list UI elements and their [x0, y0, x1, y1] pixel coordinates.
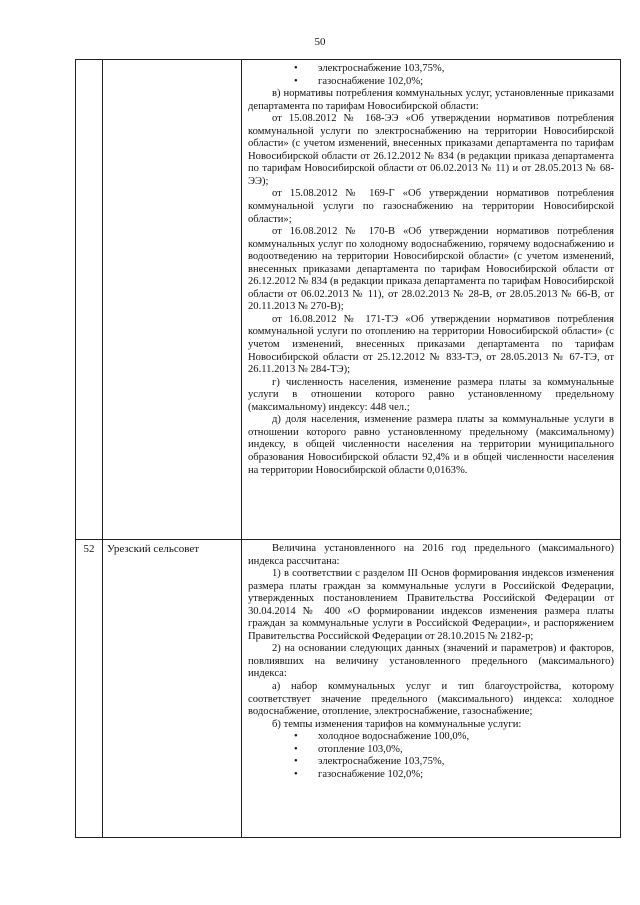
description-text	[242, 540, 620, 837]
description-text	[242, 60, 620, 539]
bullet-icon: •	[294, 743, 298, 755]
paragraph: от 16.08.2012 № 171-ТЭ «Об утверждении нормативов потребления коммунальной услуги по отоплению на территории Новосибирской области» (с учетом изменений, внесенных приказами департамента по тарифам Новосибирской области от 25.12.2012 № 833-ТЭ, от 28.05.2013 № 67-ТЭ, от 26.11.2013 № 284-ТЭ);	[248, 313, 614, 376]
list-item-text: газоснабжение 102,0%;	[318, 768, 424, 780]
bullet-icon: •	[294, 768, 298, 780]
list-item-text: электроснабжение 103,75%,	[318, 63, 445, 74]
description-cell	[242, 60, 621, 540]
paragraph: в) нормативы потребления коммунальных услуг, установленные приказами департамента по тарифам Новосибирской области:	[248, 88, 614, 112]
list-item	[248, 769, 614, 782]
paragraph: б) темпы изменения тарифов на коммунальные услуги:	[272, 718, 522, 730]
table-body	[76, 60, 621, 838]
bullet-icon: •	[294, 731, 298, 743]
paragraph: от 15.08.2012 № 168-ЭЭ «Об утверждении нормативов потребления коммунальной услуги по электроснабжению на территории Новосибирской области» (с учетом изменений, внесенных приказами департамента по тарифам Новосибирской области от 26.12.2012 № 834 (в редакции приказа департамента по тарифам Новосибирской области от 06.02.2013 № 11) и от 28.05.2013 № 68-ЭЭ);	[248, 113, 614, 187]
list-item-text: электроснабжение 103,75%,	[318, 756, 445, 768]
row-number: 52	[83, 543, 95, 555]
paragraph: г) численность населения, изменение размера платы за коммунальные услуги в отношении которого равно установленному предельному (максимальному) индексу: 448 чел.;	[248, 376, 614, 413]
paragraph: Величина установленного на 2016 год предельного (максимального) индекса рассчитана:	[248, 543, 614, 567]
row-number	[76, 60, 102, 63]
table-row	[76, 540, 621, 838]
row-number-cell	[76, 60, 103, 540]
list-item-text: отопление 103,0%,	[318, 743, 403, 755]
municipality-name-cell	[103, 540, 242, 838]
list-item	[248, 63, 614, 76]
table-row	[76, 60, 621, 540]
list-item-text: газоснабжение 102,0%;	[318, 75, 424, 87]
bullet-icon: •	[294, 75, 298, 87]
row-number-cell	[76, 540, 103, 838]
list-item-text: холодное водоснабжение 100,0%,	[318, 731, 470, 743]
paragraph: 2) на основании следующих данных (значений и параметров) и факторов, повлиявших на величину установленного предельного (максимального) индекса:	[248, 643, 614, 680]
description-cell	[242, 540, 621, 838]
paragraph: от 15.08.2012 № 169-Г «Об утверждении нормативов потребления коммунальной услуги по газоснабжению на территории Новосибирской области»;	[248, 188, 614, 225]
bullet-list	[248, 63, 614, 88]
paragraph: 1) в соответствии с разделом III Основ формирования индексов изменения размера платы граждан за коммунальные услуги в Российской Федерации, утвержденных постановлением Правительства Российской Федерации от 30.04.2014 № 400 «О формировании индексов изменения размера платы граждан за коммунальные услуги в Российской Федерации», и распоряжением Правительства Российской Федерации от 28.10.2015 № 2182-р;	[248, 568, 614, 642]
document-table	[75, 59, 621, 838]
paragraph: а) набор коммунальных услуг и тип благоустройства, которому соответствует значение предельного (максимального) индекса: холодное водоснабжение, отопление, электроснабжение, газоснабжение;	[248, 681, 614, 718]
municipality-name	[103, 60, 241, 63]
list-item	[248, 744, 614, 757]
bullet-icon: •	[294, 63, 298, 74]
municipality-name: Урезский сельсовет	[107, 543, 200, 555]
municipality-name-cell	[103, 60, 242, 540]
list-item	[248, 756, 614, 769]
bullet-list	[248, 731, 614, 781]
paragraph: от 16.08.2012 № 170-В «Об утверждении нормативов потребления коммунальных услуг по холодному водоснабжению, горячему водоснабжению и водоотведению на территории Новосибирской области» (с учетом изменений, внесенных приказами департамента по тарифам Новосибирской области от 26.12.2012 № 834 (в редакции приказа департамента по тарифам Новосибирской области от 06.02.2013 № 11), от 28.02.2013 № 28-В, от 28.05.2013 № 66-В, от 20.11.2013 № 270-В);	[248, 226, 614, 313]
list-item	[248, 731, 614, 744]
paragraph: д) доля населения, изменение размера платы за коммунальные услуги в отношении которого равно установленному предельному (максимальному) индексу, в общей численности населения на территории муниципального образования Новосибирской области 92,4% и в общей численности населения на территории Новосибирской области 0,0163%.	[248, 414, 614, 476]
list-item	[248, 76, 614, 89]
page-number: 50	[314, 36, 326, 48]
bullet-icon: •	[294, 756, 298, 768]
